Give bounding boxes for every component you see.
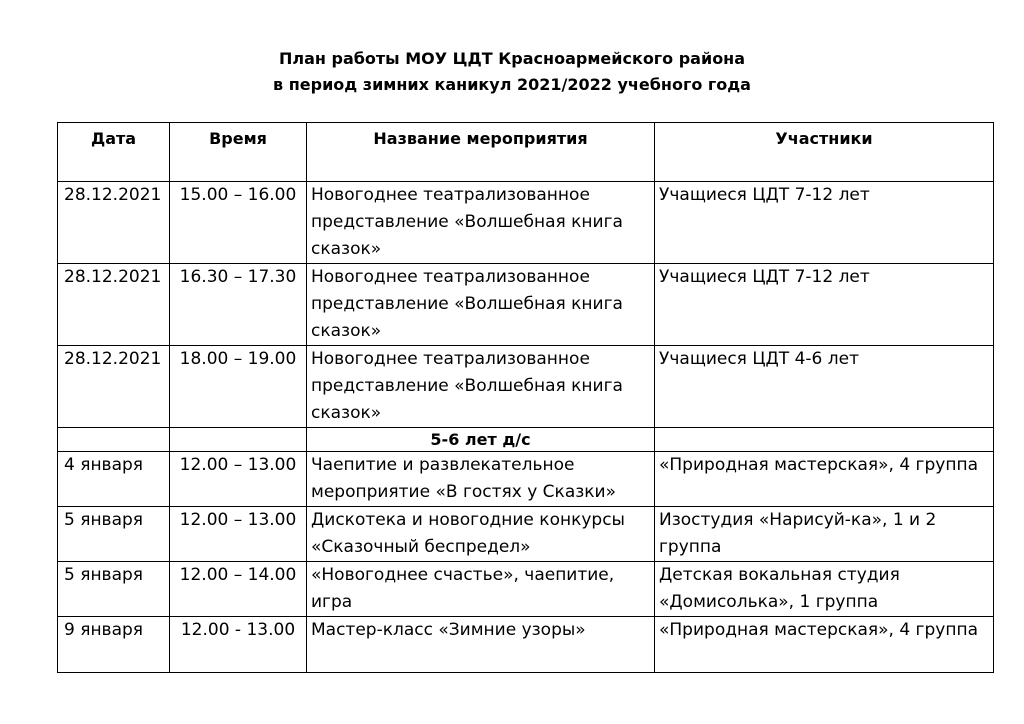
cell-event: «Новогоднее счастье», чаепитие, игра (307, 562, 655, 617)
cell-participants: Учащиеся ЦДТ 4-6 лет (655, 346, 994, 428)
table-row (58, 452, 994, 507)
table-row (58, 562, 994, 617)
cell-event: Дискотека и новогодние конкурсы «Сказочный беспредел» (307, 507, 655, 562)
cell-date: 4 января (58, 452, 170, 507)
cell-event: Чаепитие и развлекательное мероприятие «В гостях у Сказки» (307, 452, 655, 507)
title-line-1: План работы МОУ ЦДТ Красноармейского района (278, 49, 746, 68)
table-row (58, 264, 994, 346)
table-row (58, 617, 994, 673)
title-line-2: в период зимних каникул 2021/2022 учебного года (273, 75, 751, 94)
cell-event: Новогоднее театрализованное представление «Волшебная книга сказок» (307, 182, 655, 264)
table-row (58, 507, 994, 562)
cell-time: 15.00 – 16.00 (170, 182, 307, 264)
table-row (58, 182, 994, 264)
cell-event: Новогоднее театрализованное представление «Волшебная книга сказок» (307, 346, 655, 428)
cell-participants: Учащиеся ЦДТ 7-12 лет (655, 182, 994, 264)
schedule-table (57, 122, 994, 673)
cell-date: 5 января (58, 507, 170, 562)
cell-participants: «Природная мастерская», 4 группа (655, 617, 994, 673)
cell-time: 12.00 – 14.00 (170, 562, 307, 617)
header-date: Дата (58, 123, 170, 182)
document-title (0, 46, 1024, 98)
cell-event: Мастер-класс «Зимние узоры» (307, 617, 655, 673)
cell-time: 12.00 – 13.00 (170, 452, 307, 507)
table-row (58, 346, 994, 428)
cell-participants: Детская вокальная студия «Домисолька», 1 группа (655, 562, 994, 617)
cell-date: 28.12.2021 (58, 264, 170, 346)
section-empty-cell (170, 428, 307, 452)
section-empty-cell (655, 428, 994, 452)
section-label: 5-6 лет д/с (307, 428, 655, 452)
cell-date: 28.12.2021 (58, 182, 170, 264)
cell-time: 12.00 – 13.00 (170, 507, 307, 562)
section-empty-cell (58, 428, 170, 452)
cell-event: Новогоднее театрализованное представление «Волшебная книга сказок» (307, 264, 655, 346)
section-row (58, 428, 994, 452)
cell-time: 16.30 – 17.30 (170, 264, 307, 346)
cell-participants: «Природная мастерская», 4 группа (655, 452, 994, 507)
cell-participants: Учащиеся ЦДТ 7-12 лет (655, 264, 994, 346)
header-participants: Участники (655, 123, 994, 182)
table-header-row (58, 123, 994, 182)
header-event: Название мероприятия (307, 123, 655, 182)
cell-date: 28.12.2021 (58, 346, 170, 428)
cell-participants: Изостудия «Нарисуй-ка», 1 и 2 группа (655, 507, 994, 562)
cell-time: 12.00 - 13.00 (170, 617, 307, 673)
header-time: Время (170, 123, 307, 182)
cell-date: 5 января (58, 562, 170, 617)
cell-date: 9 января (58, 617, 170, 673)
cell-time: 18.00 – 19.00 (170, 346, 307, 428)
